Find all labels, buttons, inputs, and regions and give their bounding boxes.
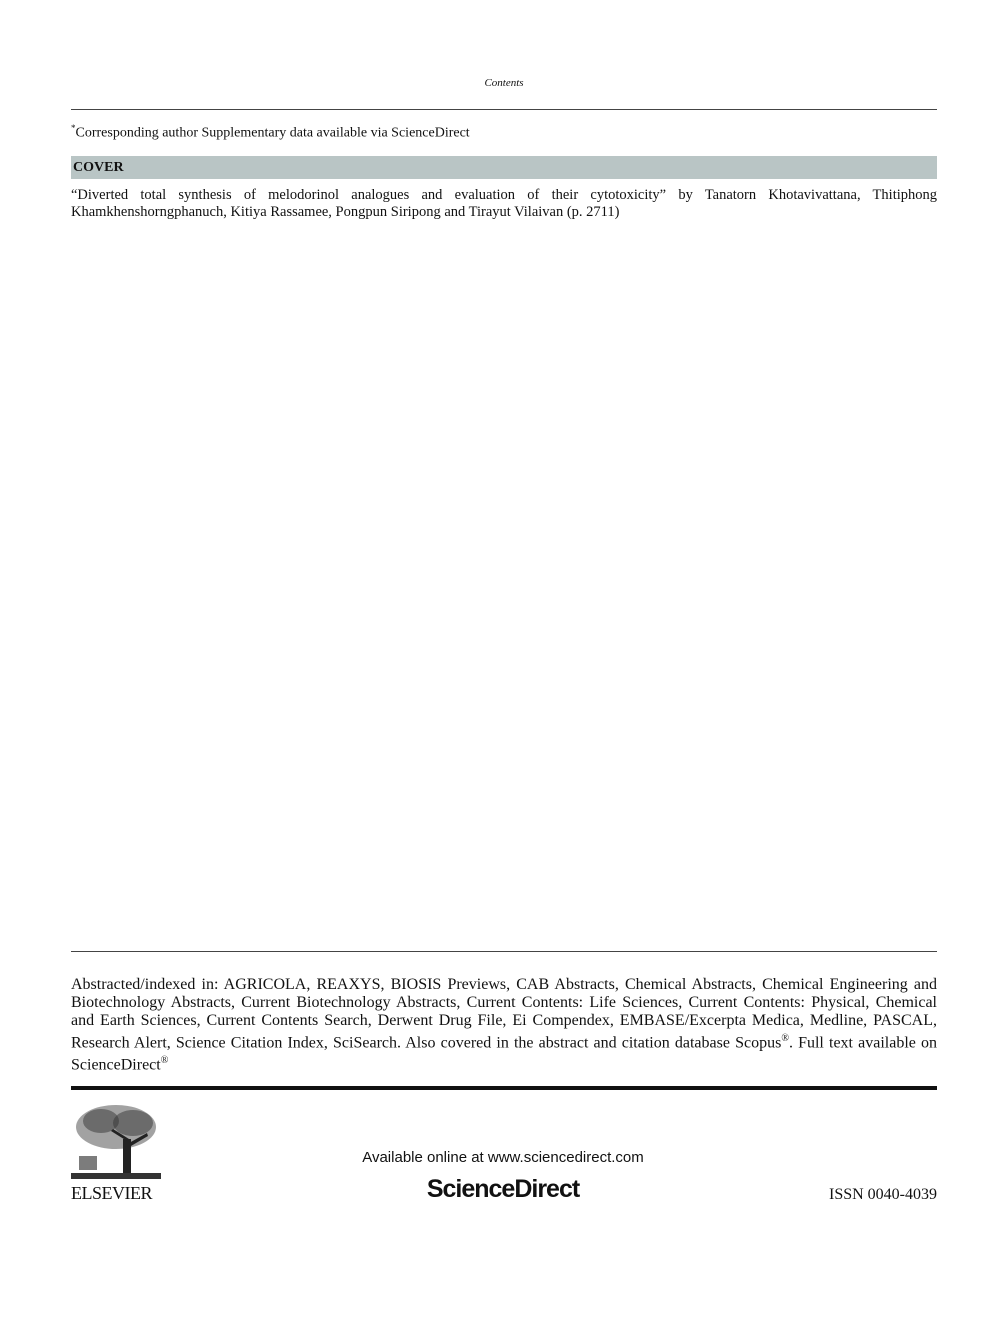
issn-number: ISSN 0040-4039 bbox=[828, 1186, 937, 1203]
elsevier-tree-logo-icon bbox=[71, 1101, 161, 1181]
cover-heading-bar bbox=[71, 156, 937, 179]
corresponding-author-footnote bbox=[71, 123, 937, 142]
registered-mark: ® bbox=[781, 1033, 789, 1044]
sciencedirect-brand: ScienceDirect bbox=[426, 1175, 580, 1203]
publisher-wordmark: ELSEVIER bbox=[71, 1183, 152, 1203]
cover-description: “Diverted total synthesis of melodorinol analogues and evaluation of their cytotoxicity” by Tanatorn Khotavivattana, Thitiphong Khamkhenshorngphanuch, Kitiya Rassamee, Pongpun Siripong and Tirayut Vilaivan (p. 2711) bbox=[71, 187, 937, 220]
footnote-symbol: * bbox=[71, 123, 76, 133]
abstracted-indexed-paragraph bbox=[71, 976, 937, 1075]
registered-mark-end: ® bbox=[160, 1055, 169, 1067]
top-rule bbox=[71, 109, 937, 110]
footnote-text: Corresponding author Supplementary data available via ScienceDirect bbox=[75, 125, 470, 141]
abstracted-text: Abstracted/indexed in: AGRICOLA, REAXYS, BIOSIS Previews, CAB Abstracts, Chemical Abstracts, Chemical Engineering and Biotechnology Abstracts, Current Biotechnology Abstracts, Current Contents: Life Sciences, Current Contents: Physical, Chemical and Earth Sciences, Current Contents Search, Derwent Drug File, Ei Compendex, EMBASE/Excerpta Medica, Medline, PASCAL, Research Alert, Science Citation Index, SciSearch. Also covered in the abstract and citation database Scopus bbox=[71, 976, 937, 1052]
cover-heading: COVER bbox=[73, 160, 124, 175]
bottom-rule bbox=[71, 1086, 937, 1090]
middle-rule bbox=[71, 951, 937, 952]
abstracted-text-continued: . Full text available on ScienceDirect bbox=[71, 1034, 937, 1074]
running-title: Contents bbox=[484, 77, 524, 89]
available-online-text: Available online at www.sciencedirect.com bbox=[362, 1149, 644, 1166]
